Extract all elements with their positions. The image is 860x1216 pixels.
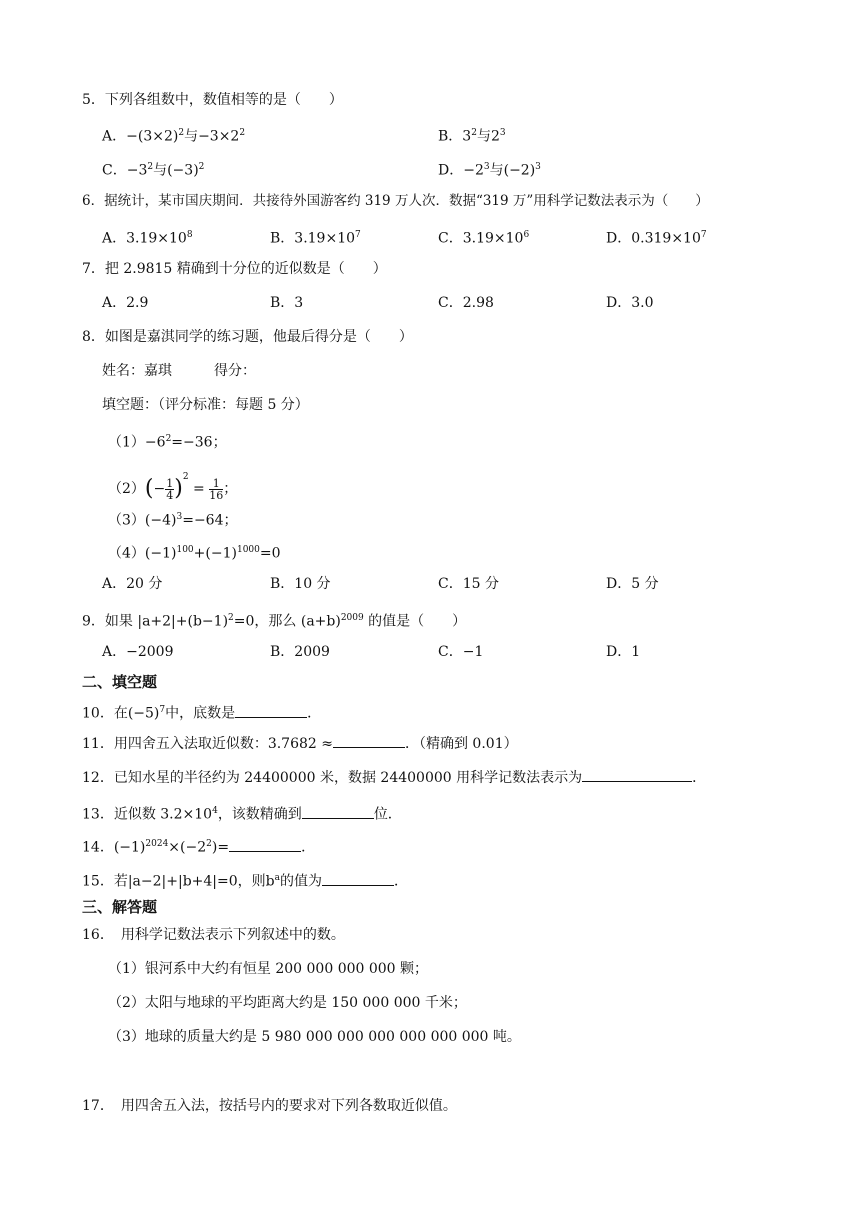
- q9-stem-pre: 9．如果: [82, 613, 138, 630]
- q5-option-d: D．$-2^3$与$(-2)^3$: [438, 162, 541, 179]
- q17-stem: 17． 用四舍五入法，按括号内的要求对下列各数取近似值。: [82, 1098, 457, 1114]
- q13-answer-blank[interactable]: [302, 804, 374, 819]
- q13-post: 位．: [373, 806, 402, 823]
- q13-mid: ，该数精确到: [217, 806, 302, 823]
- q10-answer-blank[interactable]: [235, 703, 307, 718]
- q10-mid: 中，底数是: [165, 705, 236, 722]
- q6-option-b: B．$3.19\times 10^7$: [270, 230, 361, 247]
- q9-option-a-label: A．: [102, 644, 127, 660]
- q8-item-4-label: （4）: [108, 545, 145, 562]
- q13-pre: 13．近似数: [82, 806, 161, 823]
- q8-instruction: 填空题：（评分标准：每题 5 分）: [102, 397, 309, 413]
- q9-option-c: C．−1: [438, 644, 484, 660]
- q6-option-a-label: A．: [102, 230, 127, 247]
- q10-pre: 10．在: [82, 705, 128, 722]
- q9-option-d: D．1: [606, 644, 641, 660]
- q8-option-c: C．15 分: [438, 576, 499, 592]
- q15-pre: 15．若: [82, 873, 128, 890]
- q15-post: ．: [394, 873, 408, 890]
- q7-option-b: B．3: [270, 295, 304, 311]
- q16-sub-2: （2）太阳与地球的平均距离大约是 150 000 000 千米；: [108, 995, 467, 1011]
- q11-post: ．（精确到 0.01）: [404, 736, 518, 752]
- q7-option-a: A．2.9: [102, 295, 149, 311]
- q9-option-b-label: B．: [270, 644, 295, 660]
- q10: 10．在$(-5)^7$中，底数是 ．: [82, 700, 321, 724]
- section-3-title: 三、解答题: [82, 898, 158, 916]
- q7-option-c: C．2.98: [438, 295, 494, 311]
- section-2-title: 二、填空题: [82, 673, 158, 691]
- q12-answer-blank[interactable]: [582, 767, 692, 782]
- q11-answer-blank[interactable]: [333, 733, 405, 748]
- q12: [82, 767, 706, 788]
- q8-item-3-label: （3）: [108, 512, 145, 529]
- q10-post: ．: [307, 705, 322, 722]
- q6-option-c-label: C．: [438, 230, 463, 247]
- q6-option-d-label: D．: [606, 230, 632, 247]
- q15-mid2: 的值为: [280, 873, 322, 890]
- q9-option-a: A．−2009: [102, 644, 174, 660]
- q8-item-2-label: （2）: [108, 481, 145, 497]
- q5-stem: 5．下列各组数中，数值相等的是（ ）: [82, 92, 343, 108]
- q6-option-b-label: B．: [270, 230, 295, 247]
- q8-option-b: B．10 分: [270, 576, 331, 592]
- q16-stem: 16． 用科学记数法表示下列叙述中的数。: [82, 927, 345, 943]
- q12-pre: 12．已知水星的半径约为 24400000 米，数据 24400000 用科学记数法表示为: [82, 770, 583, 786]
- q16-sub-1: （1）银河系中大约有恒星 200 000 000 000 颗；: [108, 961, 429, 977]
- q11-pre: 11．用四舍五入法取近似数：3.7682 ≈: [82, 736, 333, 752]
- q9-option-d-label: D．: [606, 644, 632, 660]
- q8-option-a: A．20 分: [102, 576, 163, 592]
- q7-option-d: D．3.0: [606, 295, 654, 311]
- q5-b-yu: 与: [476, 128, 491, 145]
- q9-stem-post: 的值是（ ）: [363, 613, 467, 630]
- q14: 14．$(-1)^{2024}\times(-2^2)=$ ．: [82, 834, 315, 858]
- q5-d-yu: 与: [489, 162, 504, 179]
- q8-stem: 8．如图是嘉淇同学的练习题，他最后得分是（ ）: [82, 329, 413, 345]
- q6-option-a: A．$3.19\times 10^8$: [102, 230, 193, 247]
- q5-option-d-label: D．: [438, 162, 464, 179]
- q14-pre: 14．: [82, 839, 114, 856]
- q9-stem: 9．如果 $|a+2|+(b-1)^2=0$，那么 $(a+b)^{2009}$ 的值是（ ）: [82, 613, 467, 630]
- q12-post: ．: [692, 770, 707, 786]
- q15-answer-blank[interactable]: [322, 871, 394, 886]
- q14-answer-blank[interactable]: [229, 837, 301, 852]
- q8-item-1: $(1)-6^2=-36$；: [108, 434, 227, 451]
- q15-mid: ，则: [237, 873, 266, 890]
- q16-sub-3: （3）地球的质量大约是 5 980 000 000 000 000 000 000 吨。: [108, 1029, 521, 1045]
- q9-option-b: B．2009: [270, 644, 330, 660]
- q6-stem: 6．据统计，某市国庆期间．共接待外国游客约 319 万人次．数据“319 万”用科学记数法表示为（ ）: [82, 193, 709, 209]
- q13: 13．近似数 $3.2\times 10^4$，该数精确到 位．: [82, 801, 402, 825]
- q5-option-b: B．$3^2$与$2^3$: [438, 128, 506, 145]
- q9-stem-mid: ，那么: [254, 613, 301, 630]
- q11: [82, 733, 518, 754]
- q8-item-1-label: （1）: [108, 434, 145, 451]
- q5-option-c: C．$-3^2$与$(-3)^2$: [102, 162, 205, 179]
- q8-item-3: $(3)(-4)^3=-64$；: [108, 512, 238, 529]
- q5-option-a-label: A．: [102, 128, 127, 145]
- q7-stem: 7．把 2.9815 精确到十分位的近似数是（ ）: [82, 261, 387, 277]
- q5-option-c-label: C．: [102, 162, 127, 179]
- q5-a-yu: 与: [184, 128, 199, 145]
- q8-item-2: （2）(− $\frac{1}{4}$ )$^2$ = $\frac{1}{16}$ ；: [108, 472, 238, 502]
- q6-option-c: C．$3.19\times 10^6$: [438, 230, 530, 247]
- q6-option-d: D．$0.319\times 10^7$: [606, 230, 707, 247]
- q8-item-4: $(4)(-1)^{100}+(-1)^{1000}=0$: [108, 545, 281, 562]
- q5-option-a: A．$-(3\times 2)^2$与$-3\times 2^2$: [102, 128, 246, 145]
- q15: 15．若|a−2|+|b+4|=0，则$b^a$的值为 ．: [82, 868, 408, 892]
- q8-option-d: D．5 分: [606, 576, 659, 592]
- q9-option-c-label: C．: [438, 644, 463, 660]
- q5-option-b-label: B．: [438, 128, 463, 145]
- q5-c-yu: 与: [153, 162, 168, 179]
- q14-post: ．: [301, 839, 316, 856]
- q8-name-line: 姓名：嘉琪 得分：: [102, 363, 256, 379]
